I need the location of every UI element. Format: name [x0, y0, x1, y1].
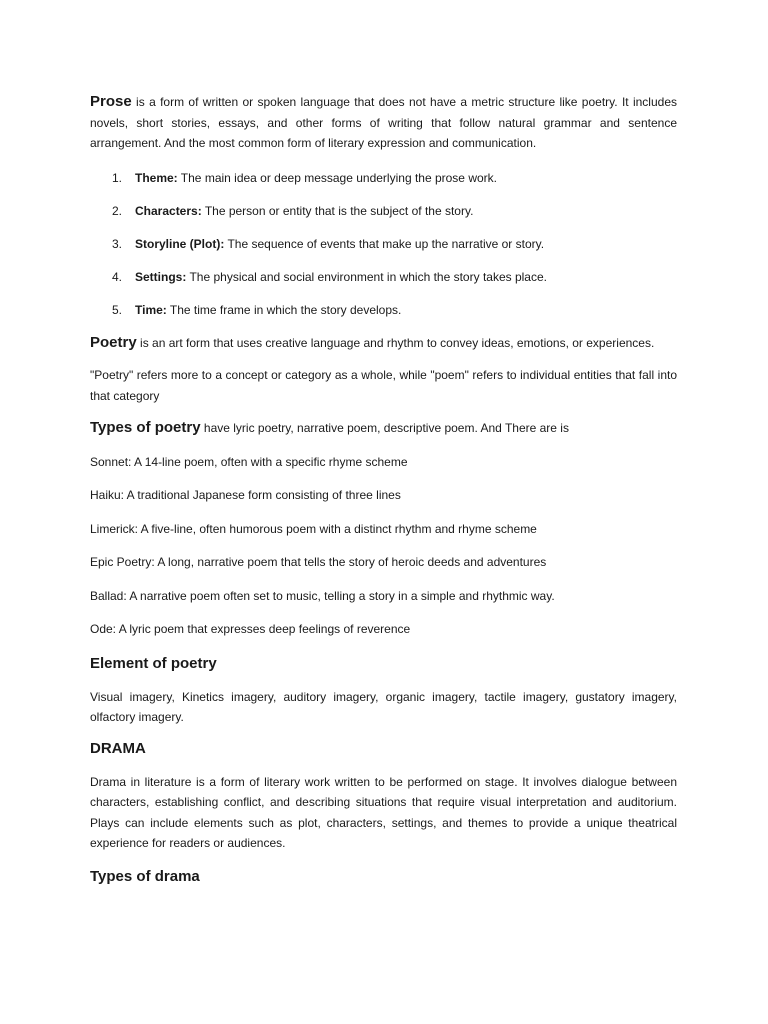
list-item — [90, 267, 677, 287]
poetry-definition: is an art form that uses creative language and rhythm to convey ideas, emotions, or experiences. — [136, 335, 655, 350]
list-item — [90, 234, 677, 254]
prose-term: Prose — [90, 93, 132, 110]
document-page — [90, 92, 677, 888]
list-item — [90, 201, 677, 221]
poetry-type-item: Epic Poetry: A long, narrative poem that tells the story of heroic deeds and adventures — [90, 555, 547, 569]
drama-text: Drama in literature is a form of literary work written to be performed on stage. It involves dialogue between characters, establishing conflict, and describing situations that require visual interpretation and auditorium. Plays can include elements such as plot, characters, settings, and themes to provide a unique theatrical experience for readers or audiences. — [90, 774, 677, 850]
types-of-drama-heading: Types of drama — [90, 867, 200, 885]
list-term: Storyline (Plot): — [135, 236, 225, 251]
types-of-poetry-paragraph — [90, 418, 677, 439]
types-of-poetry-intro: have lyric poetry, narrative poem, descriptive poem. And There are is — [200, 421, 569, 435]
list-term: Characters: — [135, 203, 202, 218]
prose-definition: is a form of written or spoken language that does not have a metric structure like poetry. It includes novels, short stories, essays, and other forms of writing that follow natural grammar and sentence arrangement. And the most common form of literary expression and communication. — [90, 95, 677, 150]
list-term: Theme: — [135, 170, 178, 185]
list-number: 1. — [112, 170, 123, 185]
list-term: Time: — [135, 302, 167, 317]
poetry-type-item: Sonnet: A 14-line poem, often with a specific rhyme scheme — [90, 454, 408, 469]
poetry-type-item: Haiku: A traditional Japanese form consisting of three lines — [90, 488, 401, 502]
poetry-term: Poetry — [90, 333, 137, 351]
poetry-type-item: Limerick: A five-line, often humorous poem with a distinct rhythm and rhyme scheme — [90, 521, 537, 536]
list-desc: The main idea or deep message underlying the prose work. — [177, 170, 497, 185]
list-item — [90, 300, 677, 320]
list-desc: The sequence of events that make up the narrative or story. — [224, 236, 545, 251]
list-desc: The time frame in which the story develops. — [166, 302, 402, 317]
prose-paragraph — [90, 92, 677, 154]
element-of-poetry-text: Visual imagery, Kinetics imagery, auditory imagery, organic imagery, tactile imagery, gustatory imagery, olfactory imagery. — [90, 689, 677, 724]
poetry-type-item: Ode: A lyric poem that expresses deep feelings of reverence — [90, 622, 411, 636]
drama-heading: DRAMA — [90, 739, 146, 757]
list-number: 4. — [112, 269, 123, 284]
element-of-poetry-heading: Element of poetry — [90, 654, 217, 672]
list-number: 3. — [112, 236, 123, 251]
poetry-type-item: Ballad: A narrative poem often set to music, telling a story in a simple and rhythmic way. — [90, 588, 555, 603]
list-number: 2. — [112, 203, 123, 218]
list-number: 5. — [112, 302, 123, 317]
poetry-note: "Poetry" refers more to a concept or category as a whole, while "poem" refers to individual entities that fall into that category — [90, 368, 677, 403]
list-desc: The physical and social environment in which the story takes place. — [186, 269, 547, 284]
list-desc: The person or entity that is the subject of the story. — [201, 203, 474, 218]
prose-elements-list — [90, 168, 677, 320]
list-item — [90, 168, 677, 188]
list-term: Settings: — [135, 269, 187, 284]
types-of-poetry-term: Types of poetry — [90, 419, 201, 436]
poetry-paragraph — [90, 333, 677, 354]
